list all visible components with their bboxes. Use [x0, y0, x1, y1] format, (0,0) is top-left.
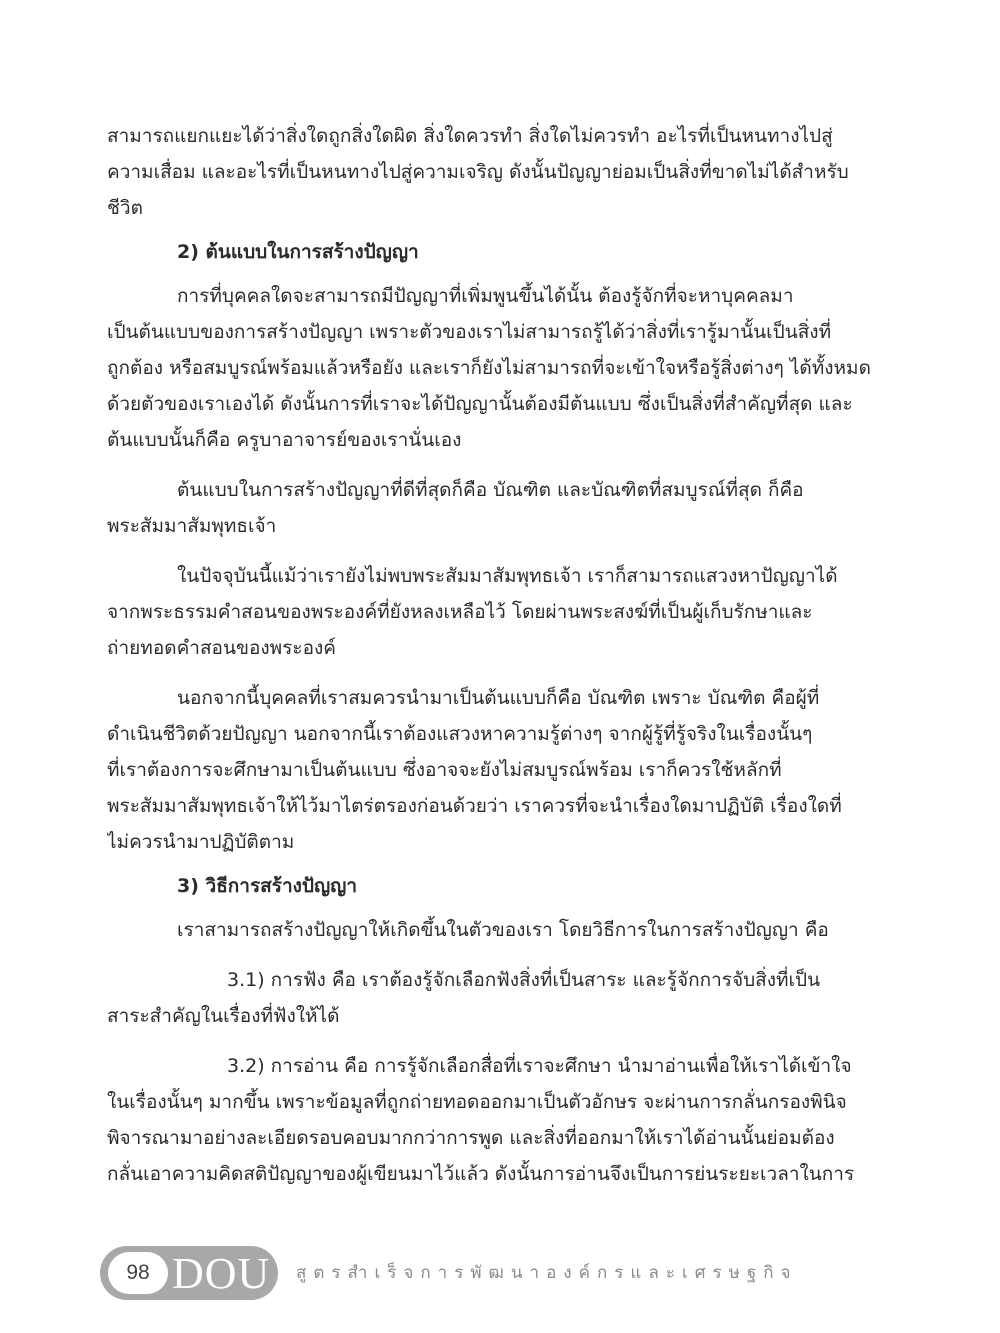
text-line: เราสามารถสร้างปัญญาให้เกิดขึ้นในตัวของเรา โดยวิธีการในการสร้างปัญญา คือ [177, 919, 829, 941]
text-line: 3.2) การอ่าน คือ การรู้จักเลือกสื่อที่เราจะศึกษา นำมาอ่านเพื่อให้เราได้เข้าใจ [227, 1055, 852, 1077]
text-line: พิจารณามาอย่างละเอียดรอบคอบมากกว่าการพูด และสิ่งที่ออกมาให้เราได้อ่านนั้นย่อมต้อง [107, 1127, 835, 1149]
paragraph-3 [107, 472, 883, 544]
text-line: ต้นแบบนั้นก็คือ ครูบาอาจารย์ของเรานั่นเอง [107, 429, 462, 451]
text-line: ชีวิต [107, 197, 143, 219]
text-line: สามารถแยกแยะได้ว่าสิ่งใดถูกสิ่งใดผิด สิ่งใดควรทำ สิ่งใดไม่ควรทำ อะไรที่เป็นหนทางไปสู่ [107, 125, 833, 147]
dou-logo: DOU [172, 1249, 271, 1298]
text-line: ความเสื่อม และอะไรที่เป็นหนทางไปสู่ความเจริญ ดังนั้นปัญญาย่อมเป็นสิ่งที่ขาดไม่ได้สำหรับ [107, 161, 849, 183]
text-line: จากพระธรรมคำสอนของพระองค์ที่ยังหลงเหลือไว้ โดยผ่านพระสงฆ์ที่เป็นผู้เก็บรักษาและ [107, 601, 813, 623]
section-heading-2: 2) ต้นแบบในการสร้างปัญญา [177, 241, 419, 263]
text-line: ที่เราต้องการจะศึกษามาเป็นต้นแบบ ซึ่งอาจจะยังไม่สมบูรณ์พร้อม เราก็ควรใช้หลักที่ [107, 759, 782, 781]
course-title: สูตรสำเร็จการพัฒนาองค์กรและเศรษฐกิจ [296, 1263, 798, 1283]
page-number: 98 [108, 1252, 168, 1294]
text-line: ดำเนินชีวิตด้วยปัญญา นอกจากนี้เราต้องแสวงหาความรู้ต่างๆ จากผู้รู้ที่รู้จริงในเรื่องนั้นๆ [107, 723, 813, 745]
text-line: ถ่ายทอดคำสอนของพระองค์ [107, 637, 336, 659]
paragraph-2 [107, 278, 883, 458]
text-line: ถูกต้อง หรือสมบูรณ์พร้อมแล้วหรือยัง และเราก็ยังไม่สามารถที่จะเข้าใจหรือรู้สิ่งต่างๆ ได้ทั้งหมด [107, 357, 871, 379]
text-line: พระสัมมาสัมพุทธเจ้าให้ไว้มาไตร่ตรองก่อนด้วยว่า เราควรที่จะนำเรื่องใดมาปฏิบัติ เรื่องใดที่ [107, 795, 842, 817]
paragraph-6 [107, 912, 883, 948]
paragraph-1 [107, 118, 883, 226]
section-heading-3: 3) วิธีการสร้างปัญญา [177, 875, 358, 897]
text-line: พระสัมมาสัมพุทธเจ้า [107, 515, 277, 537]
text-line: เป็นต้นแบบของการสร้างปัญญา เพราะตัวของเราไม่สามารถรู้ได้ว่าสิ่งที่เรารู้มานั้นเป็นสิ่งที่ [107, 321, 832, 343]
page-footer [100, 1246, 900, 1302]
paragraph-7 [107, 962, 883, 1034]
paragraph-5 [107, 680, 883, 860]
paragraph-4 [107, 558, 883, 666]
text-line: การที่บุคคลใดจะสามารถมีปัญญาที่เพิ่มพูนขึ้นได้นั้น ต้องรู้จักที่จะหาบุคคลมา [177, 285, 794, 307]
text-line: ต้นแบบในการสร้างปัญญาที่ดีที่สุดก็คือ บัณฑิต และบัณฑิตที่สมบูรณ์ที่สุด ก็คือ [177, 479, 804, 501]
paragraph-8 [107, 1048, 883, 1192]
page-badge [100, 1246, 278, 1300]
text-line: 3.1) การฟัง คือ เราต้องรู้จักเลือกฟังสิ่งที่เป็นสาระ และรู้จักการจับสิ่งที่เป็น [227, 969, 821, 991]
text-line: นอกจากนี้บุคคลที่เราสมควรนำมาเป็นต้นแบบก็คือ บัณฑิต เพราะ บัณฑิต คือผู้ที่ [177, 687, 820, 709]
text-line: กลั่นเอาความคิดสติปัญญาของผู้เขียนมาไว้แล้ว ดังนั้นการอ่านจึงเป็นการย่นระยะเวลาในการ [107, 1163, 855, 1185]
text-line: ในเรื่องนั้นๆ มากขึ้น เพราะข้อมูลที่ถูกถ่ายทอดออกมาเป็นตัวอักษร จะผ่านการกลั่นกรองพินิจ [107, 1091, 847, 1113]
text-line: ด้วยตัวของเราเองได้ ดังนั้นการที่เราจะได้ปัญญานั้นต้องมีต้นแบบ ซึ่งเป็นสิ่งที่สำคัญที่สุด และ [107, 393, 853, 415]
text-line: ไม่ควรนำมาปฏิบัติตาม [107, 831, 295, 853]
text-line: ในปัจจุบันนี้แม้ว่าเรายังไม่พบพระสัมมาสัมพุทธเจ้า เราก็สามารถแสวงหาปัญญาได้ [177, 565, 838, 587]
body-text [107, 118, 883, 1192]
text-line: สาระสำคัญในเรื่องที่ฟังให้ได้ [107, 1005, 340, 1027]
